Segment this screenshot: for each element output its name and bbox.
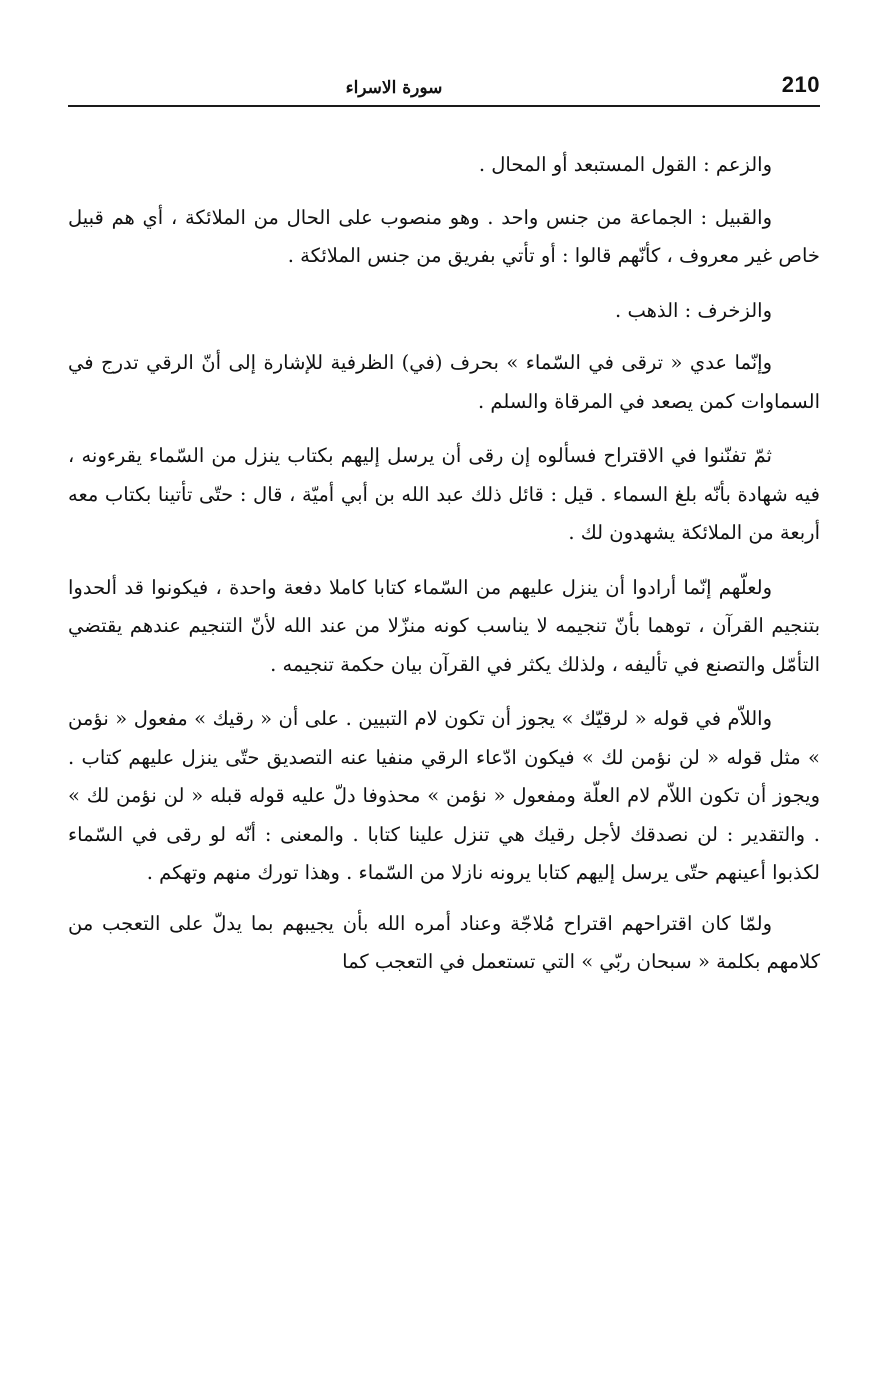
paragraph: ولعلّهم إنّما أرادوا أن ينزل عليهم من السّماء كتابا كاملا دفعة واحدة ، فيكونوا قد ألحدوا بتنجيم القرآن ، توهما بأنّ تنجيمه لا يناسب كونه منزّلا من عند الله لأنّ التنجيم عندهم يقتضي التأمّل والتصنع في تأليفه ، ولذلك يكثر في القرآن بيان حكمة تنجيمه . (68, 575, 820, 676)
body-text (68, 146, 820, 998)
paragraph: والزخرف : الذهب . (615, 298, 772, 322)
paragraph: وإنّما عدي « ترقى في السّماء » بحرف (في) الظرفية للإشارة إلى أنّ الرقي تدرج في السماوات كمن يصعد في المرقاة والسلم . (68, 351, 820, 413)
paragraph: ولمّا كان اقتراحهم اقتراح مُلاجّة وعناد أمره الله بأن يجيبهم بما يدلّ على التعجب من كلامهم بكلمة « سبحان ربّي » التي تستعمل في التعجب كما (68, 911, 820, 973)
page-number: 210 (781, 72, 820, 97)
paragraph: والقبيل : الجماعة من جنس واحد . وهو منصوب على الحال من الملائكة ، أي هم قبيل خاص غير معروف ، كأنّهم قالوا : أو تأتي بفريق من جنس الملائكة . (68, 205, 820, 267)
paragraph: والزعم : القول المستبعد أو المحال . (478, 153, 772, 176)
header-rule (68, 105, 820, 107)
paragraph: ثمّ تفنّنوا في الاقتراح فسألوه إن رقى أن يرسل إليهم بكتاب ينزل من السّماء يقرءونه ، فيه شهادة بأنّه بلغ السماء . قيل : قائل ذلك عبد الله بن أبي أميّة ، قال : حتّى تأتينا بكتاب معه أربعة من الملائكة يشهدون لك . (68, 444, 820, 544)
paragraph: واللاّم في قوله « لرقيّك » يجوز أن تكون لام التبيين . على أن « رقيك » مفعول « نؤمن » مثل قوله « لن نؤمن لك » فيكون ادّعاء الرقي منفيا عنه التصديق حتّى ينزل عليهم كتاب . ويجوز أن تكون اللاّم لام العلّة ومفعول « نؤمن » محذوفا دلّ عليه قوله قبله « لن نؤمن لك » . والتقدير : لن نصدقك لأجل رقيك هي تنزل علينا كتابا . والمعنى : أنّه لو رقى في السّماء لكذبوا أعينهم حتّى يرسل إليهم كتابا يرونه نازلا من السّماء . وهذا تورك منهم وتهكم . (68, 707, 820, 884)
page-header (68, 72, 820, 106)
running-title: سورة الاسراء (345, 78, 443, 98)
